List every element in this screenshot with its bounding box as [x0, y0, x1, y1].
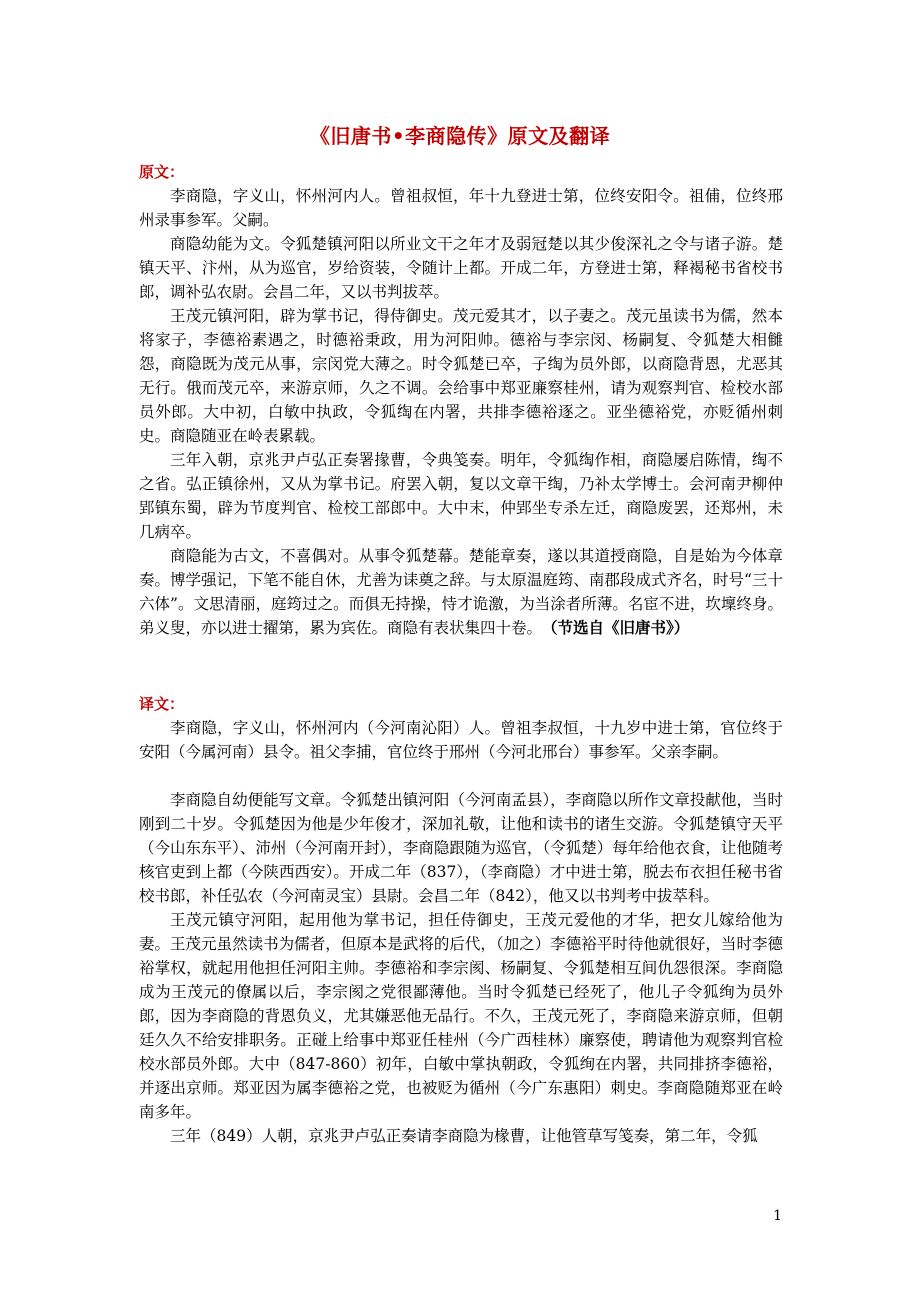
- paragraph-gap: [139, 764, 783, 788]
- original-paragraph: 李商隐，字义山，怀州河内人。曾祖叔恒，年十九登进士第，位终安阳令。祖俌，位终邢州录事参军。父嗣。: [139, 187, 783, 229]
- translation-paragraph: 李商隐自幼便能写文章。令狐楚出镇河阳（今河南孟县），李商隐以所作文章投献他，当时刚到二十岁。令狐楚因为他是少年俊才，深加礼敬，让他和读书的诸生交游。令狐楚镇守天平（今山东东平）、沛州（今河南开封），李商隐跟随为巡官，（令狐楚）每年给他衣食，让他随考核官吏到上都（今陕西西安）。开成二年（837），（李商隐）才中进士第，脱去布衣担任秘书省校书郎，补任弘农（今河南灵宝）县尉。会昌二年（842），他又以书判考中拔萃科。: [139, 791, 783, 905]
- translation-paragraph: 李商隐，字义山，怀州河内（今河南沁阳）人。曾祖李叔恒，十九岁中进士第，官位终于安阳（今属河南）县令。祖父李捕，官位终于邢州（今河北邢台）事参军。父亲李嗣。: [139, 719, 783, 761]
- translation-label: 译文：: [139, 695, 185, 713]
- original-label: 原文：: [139, 163, 185, 181]
- source-note: （节选自《旧唐书》）: [549, 618, 690, 637]
- original-paragraph: 三年入朝，京兆尹卢弘正奏署掾曹，令典笺奏。明年，令狐绹作相，商隐屡启陈情，绹不之省。弘正镇徐州，又从为掌书记。府罢入朝，复以文章干绹，乃补太学博士。会河南尹柳仲郢镇东蜀，辟为节度判官、检校工部郎中。大中末，仲郢坐专杀左迁，商隐废罢，还郑州，未几病卒。: [139, 451, 783, 541]
- translation-section: [139, 692, 783, 1148]
- original-paragraph: 商隐幼能为文。令狐楚镇河阳以所业文干之年才及弱冠楚以其少俊深礼之令与诸子游。楚镇天平、汴州，从为巡官，岁给资装，令随计上都。开成二年，方登进士第，释褐秘书省校书郎，调补弘农尉。会昌二年，又以书判拔萃。: [139, 235, 783, 301]
- original-paragraph: 商隐能为古文，不喜偶对。从事令狐楚幕。楚能章奏，遂以其道授商隐，自是始为今体章奏。博学强记，下笔不能自休，尤善为诔奠之辞。与太原温庭筠、南郡段成式齐名，时号“三十六体”。文思清丽，庭筠过之。而俱无持操，恃才诡激，为当涂者所薄。名宦不进，坎壈终身。弟义叟，亦以进士擢第，累为宾佐。商隐有表状集四十卷。: [139, 547, 783, 637]
- translation-paragraph: 王茂元镇守河阳，起用他为掌书记，担任侍御史，王茂元爱他的才华，把女儿嫁给他为妻。王茂元虽然读书为儒者，但原本是武将的后代，（加之）李德裕平时待他就很好，当时李德裕掌权，就起用他担任河阳主帅。李德裕和李宗阂、杨嗣复、令狐楚相互间仇怨很深。李商隐成为王茂元的僚属以后，李宗阂之党很鄙薄他。当时令狐楚已经死了，他儿子令狐绚为员外郎，因为李商隐的背恩负义，尤其嫌恶他无品行。不久，王茂元死了，李商隐来游京师，但朝廷久久不给安排职务。正碰上给事中郑亚任桂州（今广西桂林）廉察使，聘请他为观察判官检校水部员外郎。大中（847-860）初年，白敏中掌执朝政，令狐绚在内署，共同排挤李德裕，并逐出京师。郑亚因为属李德裕之党，也被贬为循州（今广东惠阳）刺史。李商隐随郑亚在岭南多年。: [139, 911, 783, 1121]
- page-title: 《旧唐书•李商隐传》原文及翻译: [309, 124, 611, 148]
- page-number: 1: [773, 1208, 782, 1224]
- original-paragraph-with-source: [139, 544, 783, 640]
- original-paragraph: 王茂元镇河阳，辟为掌书记，得侍御史。茂元爱其才，以子妻之。茂元虽读书为儒，然本将家子，李德裕素遇之，时德裕秉政，用为河阳帅。德裕与李宗闵、杨嗣复、令狐楚大相雠怨，商隐既为茂元从事，宗闵党大薄之。时令狐楚已卒，子绹为员外郎，以商隐背恩，尤恶其无行。俄而茂元卒，来游京师，久之不调。会给事中郑亚廉察桂州，请为观察判官、检校水部员外郎。大中初，白敏中执政，令狐绹在内署，共排李德裕逐之。亚坐德裕党，亦贬循州刺史。商隐随亚在岭表累载。: [139, 307, 783, 445]
- original-section: [139, 160, 783, 640]
- translation-paragraph: 三年（849）人朝，京兆尹卢弘正奏请李商隐为椽曹，让他管草写笺奏，第二年，令狐: [170, 1127, 758, 1145]
